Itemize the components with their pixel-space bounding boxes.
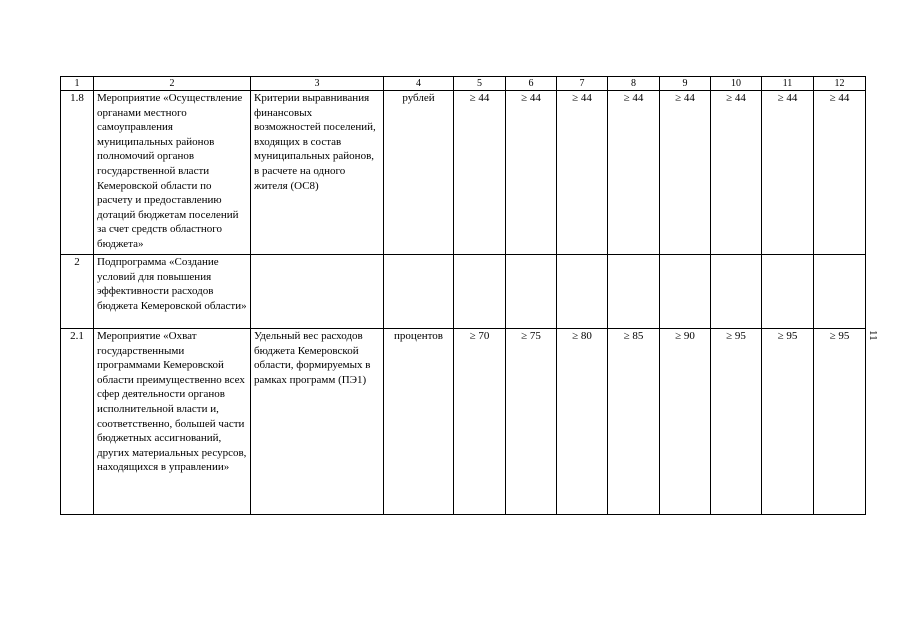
column-number: 3 (251, 77, 384, 91)
column-number: 8 (608, 77, 660, 91)
value-cell: ≥ 44 (711, 91, 762, 255)
column-number: 10 (711, 77, 762, 91)
value-cell: ≥ 95 (762, 329, 814, 515)
indicator-name (251, 255, 384, 329)
unit-cell (384, 255, 454, 329)
column-number: 4 (384, 77, 454, 91)
value-cell: ≥ 44 (762, 91, 814, 255)
value-cell: ≥ 80 (557, 329, 608, 515)
column-number: 9 (660, 77, 711, 91)
row-number: 2 (61, 255, 94, 329)
value-cell (506, 255, 557, 329)
value-cell (608, 255, 660, 329)
value-cell: ≥ 90 (660, 329, 711, 515)
value-cell: ≥ 75 (506, 329, 557, 515)
value-cell: ≥ 44 (660, 91, 711, 255)
row-number: 2.1 (61, 329, 94, 515)
value-cell (557, 255, 608, 329)
table-row (61, 91, 866, 255)
value-cell (660, 255, 711, 329)
column-number: 7 (557, 77, 608, 91)
value-cell (454, 255, 506, 329)
value-cell: ≥ 44 (454, 91, 506, 255)
value-cell: ≥ 44 (557, 91, 608, 255)
value-cell: ≥ 44 (506, 91, 557, 255)
column-number: 2 (94, 77, 251, 91)
activity-name: Мероприятие «Охват государственными программами Кемеровской области преимущественно всех сфер деятельности органов исполнительной власти и, соответственно, большей части бюджетных ассигнований, других материальных ресурсов, находящихся в управлении» (94, 329, 251, 515)
row-number: 1.8 (61, 91, 94, 255)
value-cell (711, 255, 762, 329)
column-number: 6 (506, 77, 557, 91)
unit-cell: рублей (384, 91, 454, 255)
value-cell: ≥ 44 (814, 91, 866, 255)
column-number: 5 (454, 77, 506, 91)
value-cell: ≥ 44 (608, 91, 660, 255)
table-row (61, 329, 866, 515)
activity-name: Мероприятие «Осуществление органами местного самоуправления муниципальных районов полномочий органов государственной власти Кемеровской области по расчету и предоставлению дотаций бюджетам поселений за счет средств областного бюджета» (94, 91, 251, 255)
value-cell (814, 255, 866, 329)
value-cell: ≥ 85 (608, 329, 660, 515)
activity-name: Подпрограмма «Создание условий для повышения эффективности расходов бюджета Кемеровской области» (94, 255, 251, 329)
value-cell: ≥ 70 (454, 329, 506, 515)
table-row (61, 255, 866, 329)
table-header-row (61, 77, 866, 91)
indicator-name: Критерии выравнивания финансовых возможностей поселений, входящих в состав муниципальных районов, в расчете на одного жителя (ОС8) (251, 91, 384, 255)
value-cell (762, 255, 814, 329)
indicators-table (60, 76, 866, 515)
unit-cell: процентов (384, 329, 454, 515)
indicator-name: Удельный вес расходов бюджета Кемеровской области, формируемых в рамках программ (ПЭ1) (251, 329, 384, 515)
value-cell: ≥ 95 (711, 329, 762, 515)
column-number: 12 (814, 77, 866, 91)
value-cell: ≥ 95 (814, 329, 866, 515)
column-number: 11 (762, 77, 814, 91)
page-number: 11 (867, 330, 879, 341)
column-number: 1 (61, 77, 94, 91)
